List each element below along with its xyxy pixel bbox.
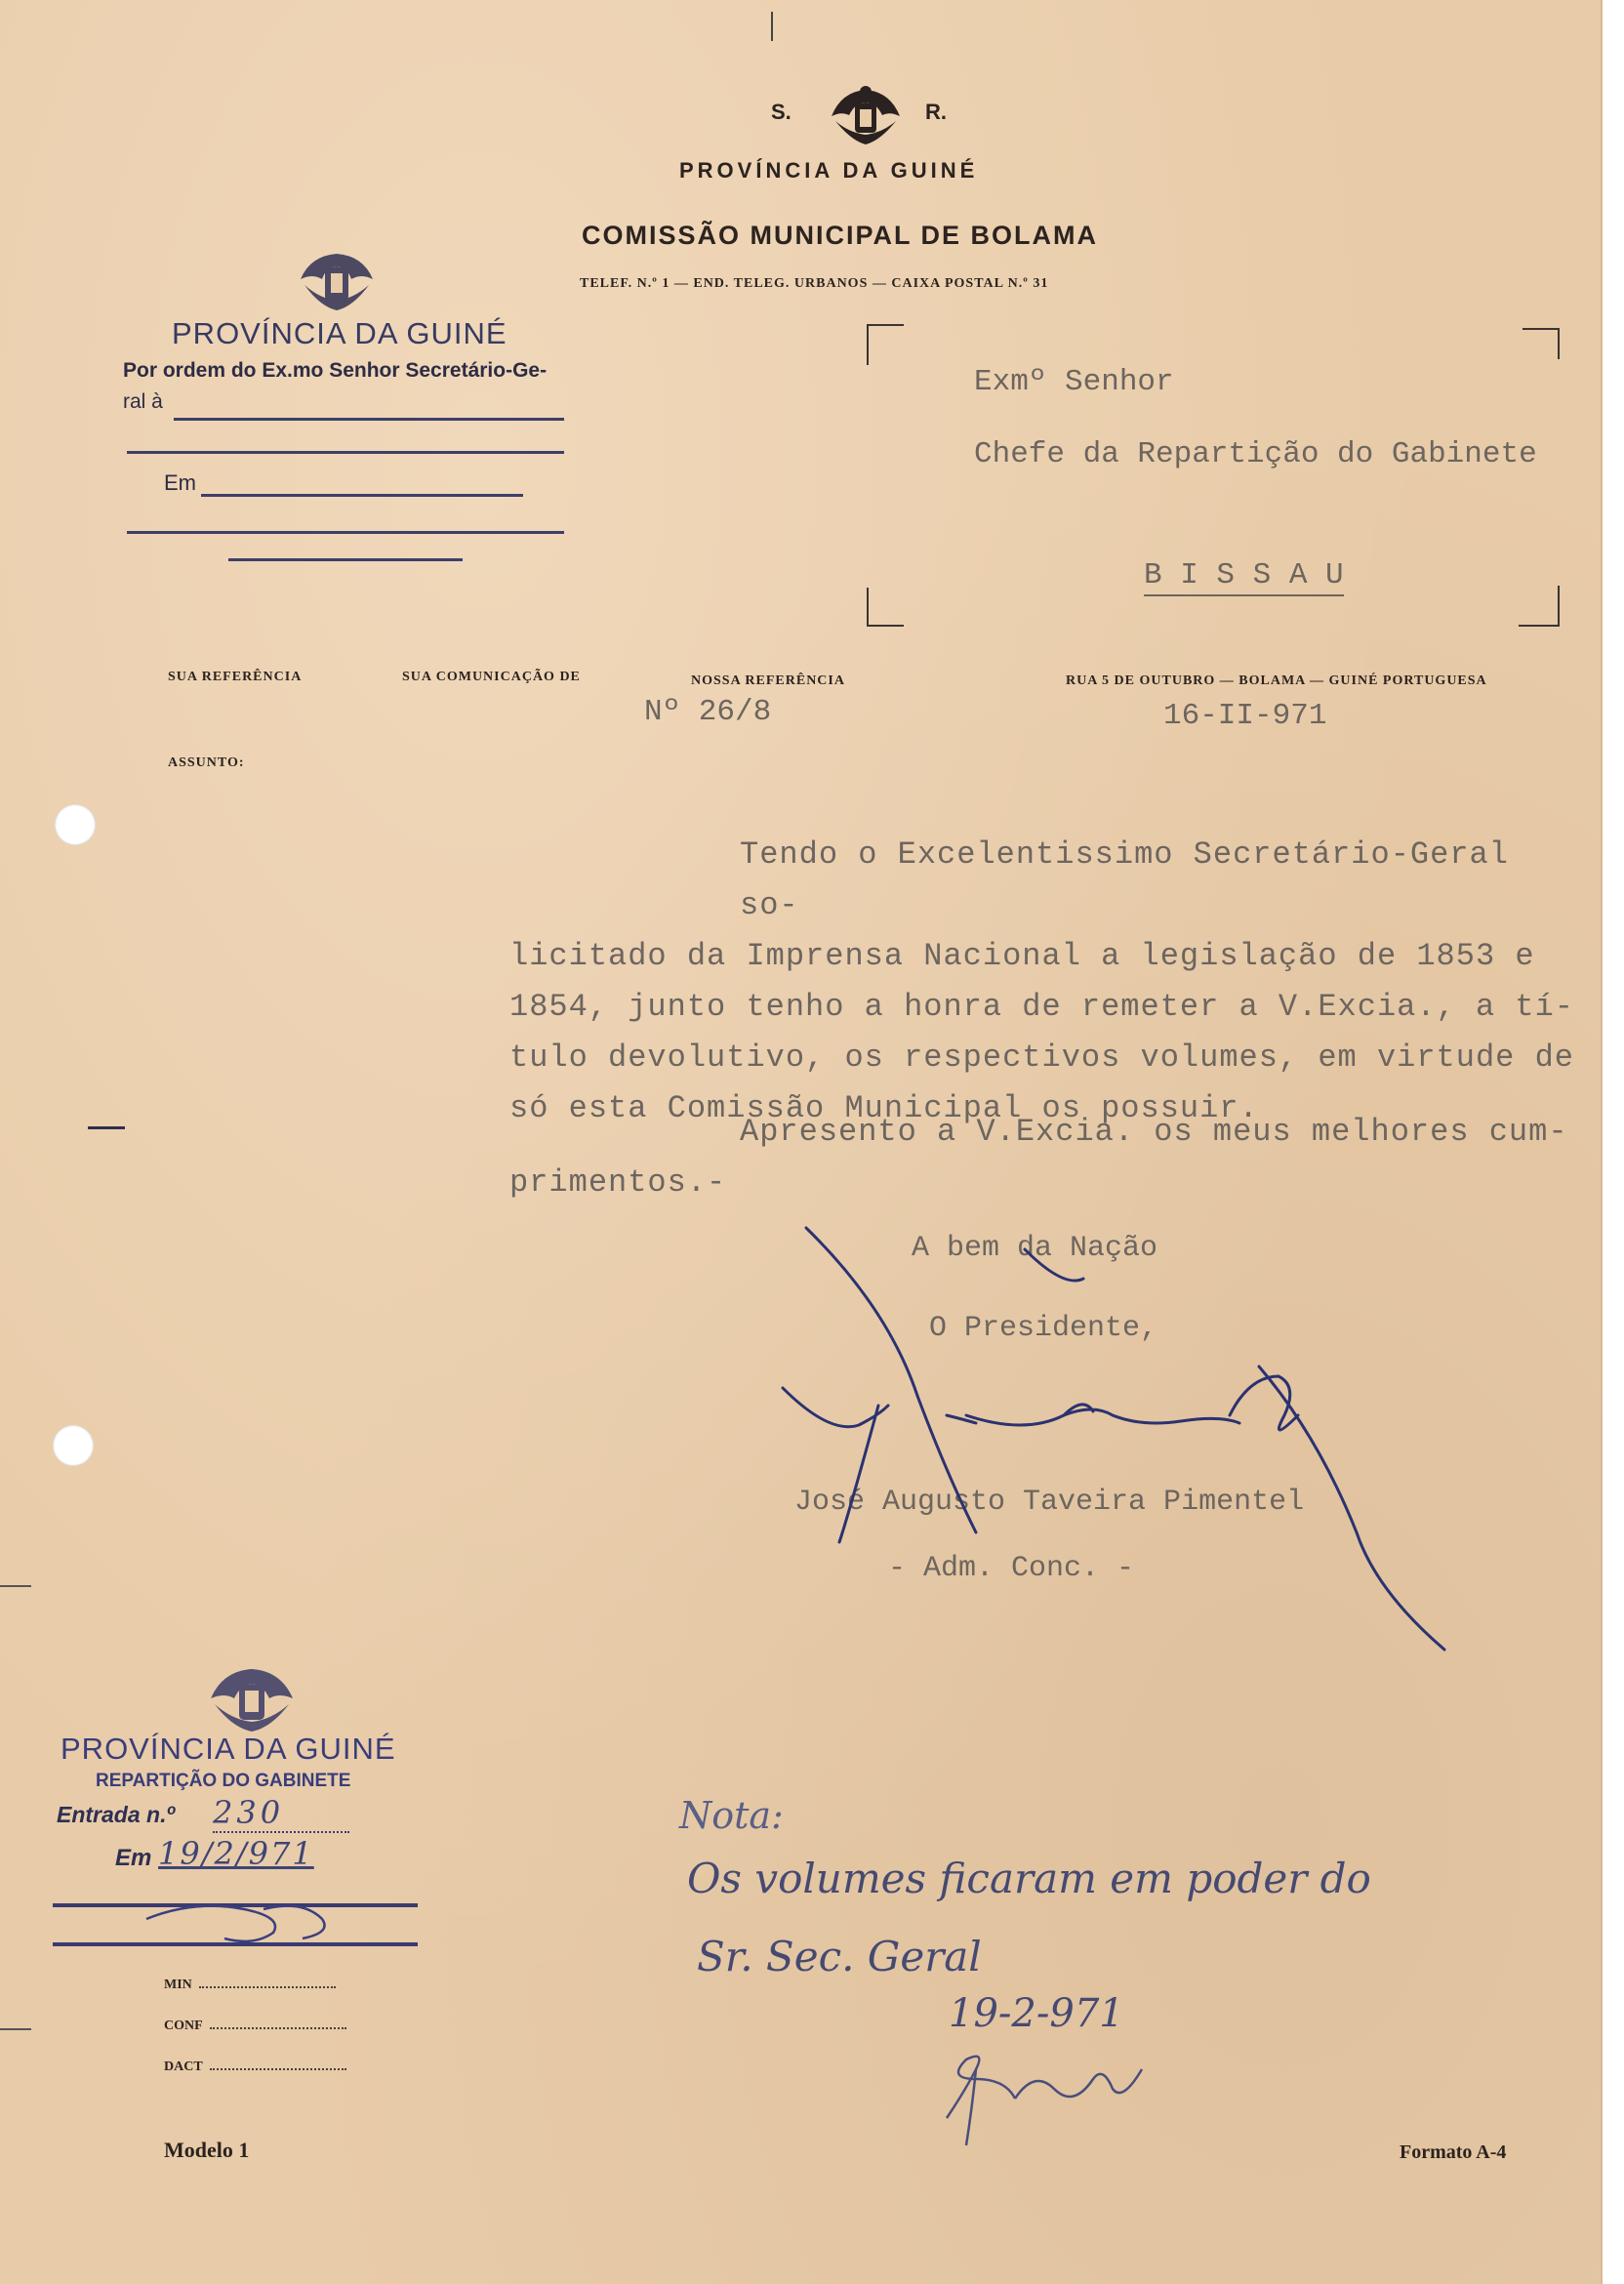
coat-of-arms-icon — [822, 82, 910, 150]
receipt-dact-label: DACT — [164, 2060, 203, 2074]
order-stamp — [117, 244, 576, 576]
order-stamp-line2: ral à — [123, 390, 163, 413]
body-line: Apresento a V.Excia. os meus melhores cum- — [740, 1114, 1568, 1150]
stamp-emblem-icon — [293, 244, 381, 316]
receipt-min — [164, 1978, 336, 1993]
receipt-stamp — [49, 1659, 459, 1981]
sr-right: R. — [925, 100, 947, 124]
closing-line-2: O Presidente, — [929, 1312, 1158, 1345]
address-corner-br — [1519, 586, 1560, 627]
sr-left: S. — [771, 100, 792, 124]
receipt-min-label: MIN — [164, 1978, 192, 1992]
body-line: primentos.- — [509, 1164, 727, 1201]
addressee-city: B I S S A U — [1144, 558, 1344, 596]
receipt-em-label: Em — [115, 1845, 152, 1871]
receipt-entrada-label: Entrada n.º — [57, 1802, 175, 1827]
body-paragraph-2 — [509, 1107, 1583, 1208]
order-stamp-title: PROVÍNCIA DA GUINÉ — [172, 316, 508, 350]
footer-modelo: Modelo 1 — [164, 2138, 250, 2162]
label-nossa-referencia: NOSSA REFERÊNCIA — [691, 673, 845, 688]
receipt-entrada-value: 230 — [213, 1794, 349, 1833]
addressee-salutation: Exmº Senhor — [974, 365, 1174, 399]
order-stamp-line3: Em — [164, 470, 196, 495]
order-stamp-rule-3 — [201, 494, 523, 497]
footer-formato: Formato A-4 — [1400, 2141, 1507, 2163]
note-line-1: Os volumes ficaram em poder do — [687, 1855, 1371, 1902]
order-stamp-rule-4 — [127, 531, 564, 534]
addressee-title: Chefe da Repartição do Gabinete — [974, 437, 1537, 471]
letterhead-contact: TELEF. N.º 1 — END. TELEG. URBANOS — CAIXA POSTAL N.º 31 — [580, 276, 1049, 291]
note-signature-graphic — [937, 2030, 1171, 2147]
margin-mark — [0, 2028, 31, 2030]
order-stamp-rule-1 — [174, 418, 564, 421]
order-stamp-rule-5 — [228, 558, 463, 561]
note-line-2: Sr. Sec. Geral — [697, 1933, 982, 1980]
address-corner-tr — [1522, 328, 1560, 359]
receipt-initials-graphic — [137, 1890, 361, 1948]
letterhead-province: PROVÍNCIA DA GUINÉ — [679, 158, 979, 183]
address-corner-bl — [867, 588, 904, 627]
address-corner-tl — [867, 324, 904, 365]
signatory-name: José Augusto Taveira Pimentel — [794, 1486, 1305, 1519]
letter-date: 16-II-971 — [1163, 699, 1327, 733]
receipt-emblem-icon — [203, 1659, 301, 1737]
receipt-stamp-dept: REPARTIÇÃO DO GABINETE — [96, 1771, 351, 1791]
margin-mark — [0, 1585, 31, 1587]
margin-mark — [88, 1126, 125, 1129]
label-sua-referencia: SUA REFERÊNCIA — [168, 670, 303, 684]
nossa-referencia-value: Nº 26/8 — [644, 695, 772, 729]
body-line: só esta Comissão Municipal os possuir. — [509, 1090, 1259, 1126]
signature-graphic — [771, 1220, 1454, 1669]
letterhead-commission: COMISSÃO MUNICIPAL DE BOLAMA — [582, 221, 1099, 250]
receipt-dact — [164, 2060, 346, 2075]
body-line: Tendo o Excelentissimo Secretário-Geral so- — [740, 836, 1509, 923]
fold-mark — [771, 12, 773, 41]
sender-address: RUA 5 DE OUTUBRO — BOLAMA — GUINÉ PORTUGUESA — [1066, 673, 1487, 688]
note-label: Nota: — [679, 1794, 784, 1837]
receipt-em-value: 19/2/971 — [158, 1835, 314, 1872]
order-stamp-rule-2 — [127, 451, 564, 454]
signatory-role: - Adm. Conc. - — [888, 1552, 1135, 1585]
closing-line-1: A bem da Nação — [912, 1232, 1158, 1265]
receipt-conf-label: CONF — [164, 2019, 203, 2033]
receipt-conf — [164, 2019, 346, 2034]
label-sua-comunicacao: SUA COMUNICAÇÃO DE — [402, 670, 581, 684]
receipt-stamp-title: PROVÍNCIA DA GUINÉ — [61, 1732, 396, 1766]
body-line: tulo devolutivo, os respectivos volumes, em virtude de — [509, 1040, 1574, 1076]
body-line: licitado da Imprensa Nacional a legislação de 1853 e — [509, 938, 1535, 974]
punch-hole-bottom — [53, 1425, 94, 1466]
body-line: 1854, junto tenho a honra de remeter a V.Excia., a tí- — [509, 989, 1574, 1025]
punch-hole-top — [55, 804, 96, 845]
label-assunto: ASSUNTO: — [168, 755, 245, 770]
receipt-rule-2 — [53, 1942, 418, 1946]
body-paragraph-1 — [509, 830, 1583, 1134]
order-stamp-line1: Por ordem do Ex.mo Senhor Secretário-Ge- — [123, 359, 548, 382]
note-date: 19-2-971 — [949, 1991, 1124, 2036]
